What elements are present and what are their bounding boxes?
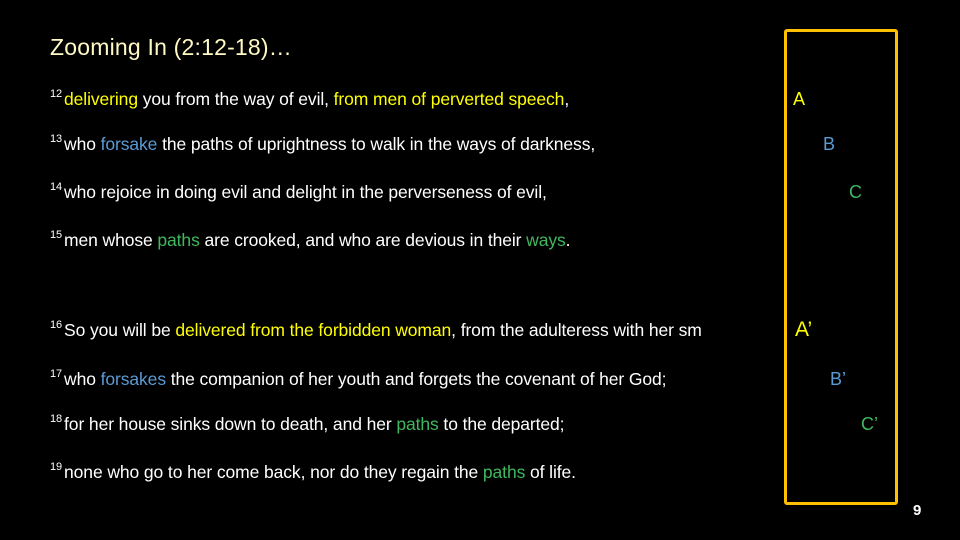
verse-segment: paths (482, 462, 526, 482)
verse-segment: none who go to her come back, nor do they regain the (64, 462, 483, 482)
verse-segment: from men of perverted speech (333, 89, 565, 109)
verse-segment: paths (396, 414, 439, 434)
verse-number: 16 (50, 319, 63, 332)
verse-19 (50, 462, 576, 483)
marker-c-prime: C’ (861, 414, 878, 434)
marker-a-prime: A’ (795, 318, 813, 341)
verse-segment: forsakes (100, 369, 166, 389)
verse-number: 14 (50, 181, 63, 194)
verse-14 (50, 182, 547, 203)
verse-segment: for her house sinks down to death, and her (64, 414, 397, 434)
verse-17 (50, 369, 666, 390)
verse-segment: to the departed; (438, 414, 565, 434)
verse-16 (50, 320, 702, 341)
verse-segment: the companion of her youth and forgets the covenant of her God; (165, 369, 667, 389)
verse-13 (50, 134, 595, 155)
verse-number: 13 (50, 133, 63, 146)
verse-segment: are crooked, and who are devious in their (199, 230, 527, 250)
verse-number: 12 (50, 88, 63, 101)
verse-segment: delivering (64, 89, 138, 109)
verse-segment: of life. (525, 462, 576, 482)
verse-segment: ways (526, 230, 566, 250)
verse-segment: who (64, 134, 101, 154)
verse-segment: who rejoice in doing evil and delight in the perverseness of evil, (64, 182, 547, 202)
verse-number: 15 (50, 229, 63, 242)
verse-18 (50, 414, 564, 435)
marker-c: C (849, 182, 862, 202)
highlight-frame (784, 29, 898, 505)
verse-segment: . (565, 230, 571, 250)
verse-segment: So you will be (64, 320, 176, 340)
verse-number: 19 (50, 461, 63, 474)
verse-segment: , from the adulteress with her sm (451, 320, 702, 340)
verse-15 (50, 230, 570, 251)
slide-title: Zooming In (2:12-18)… (50, 34, 292, 60)
verse-segment: men whose (64, 230, 158, 250)
verse-segment: , (564, 89, 570, 109)
verse-segment: who (64, 369, 101, 389)
verse-segment: paths (157, 230, 200, 250)
verse-number: 17 (50, 368, 63, 381)
verse-number: 18 (50, 413, 63, 426)
marker-b-prime: B’ (830, 369, 847, 389)
verse-12 (50, 89, 569, 110)
marker-a: A (793, 89, 806, 109)
page-number: 9 (913, 502, 922, 519)
verse-segment: you from the way of evil, (137, 89, 334, 109)
marker-b: B (823, 134, 836, 154)
verse-segment: the paths of uprightness to walk in the ways of darkness, (157, 134, 596, 154)
verse-segment: delivered from the forbidden woman (175, 320, 452, 340)
verse-segment: forsake (100, 134, 158, 154)
